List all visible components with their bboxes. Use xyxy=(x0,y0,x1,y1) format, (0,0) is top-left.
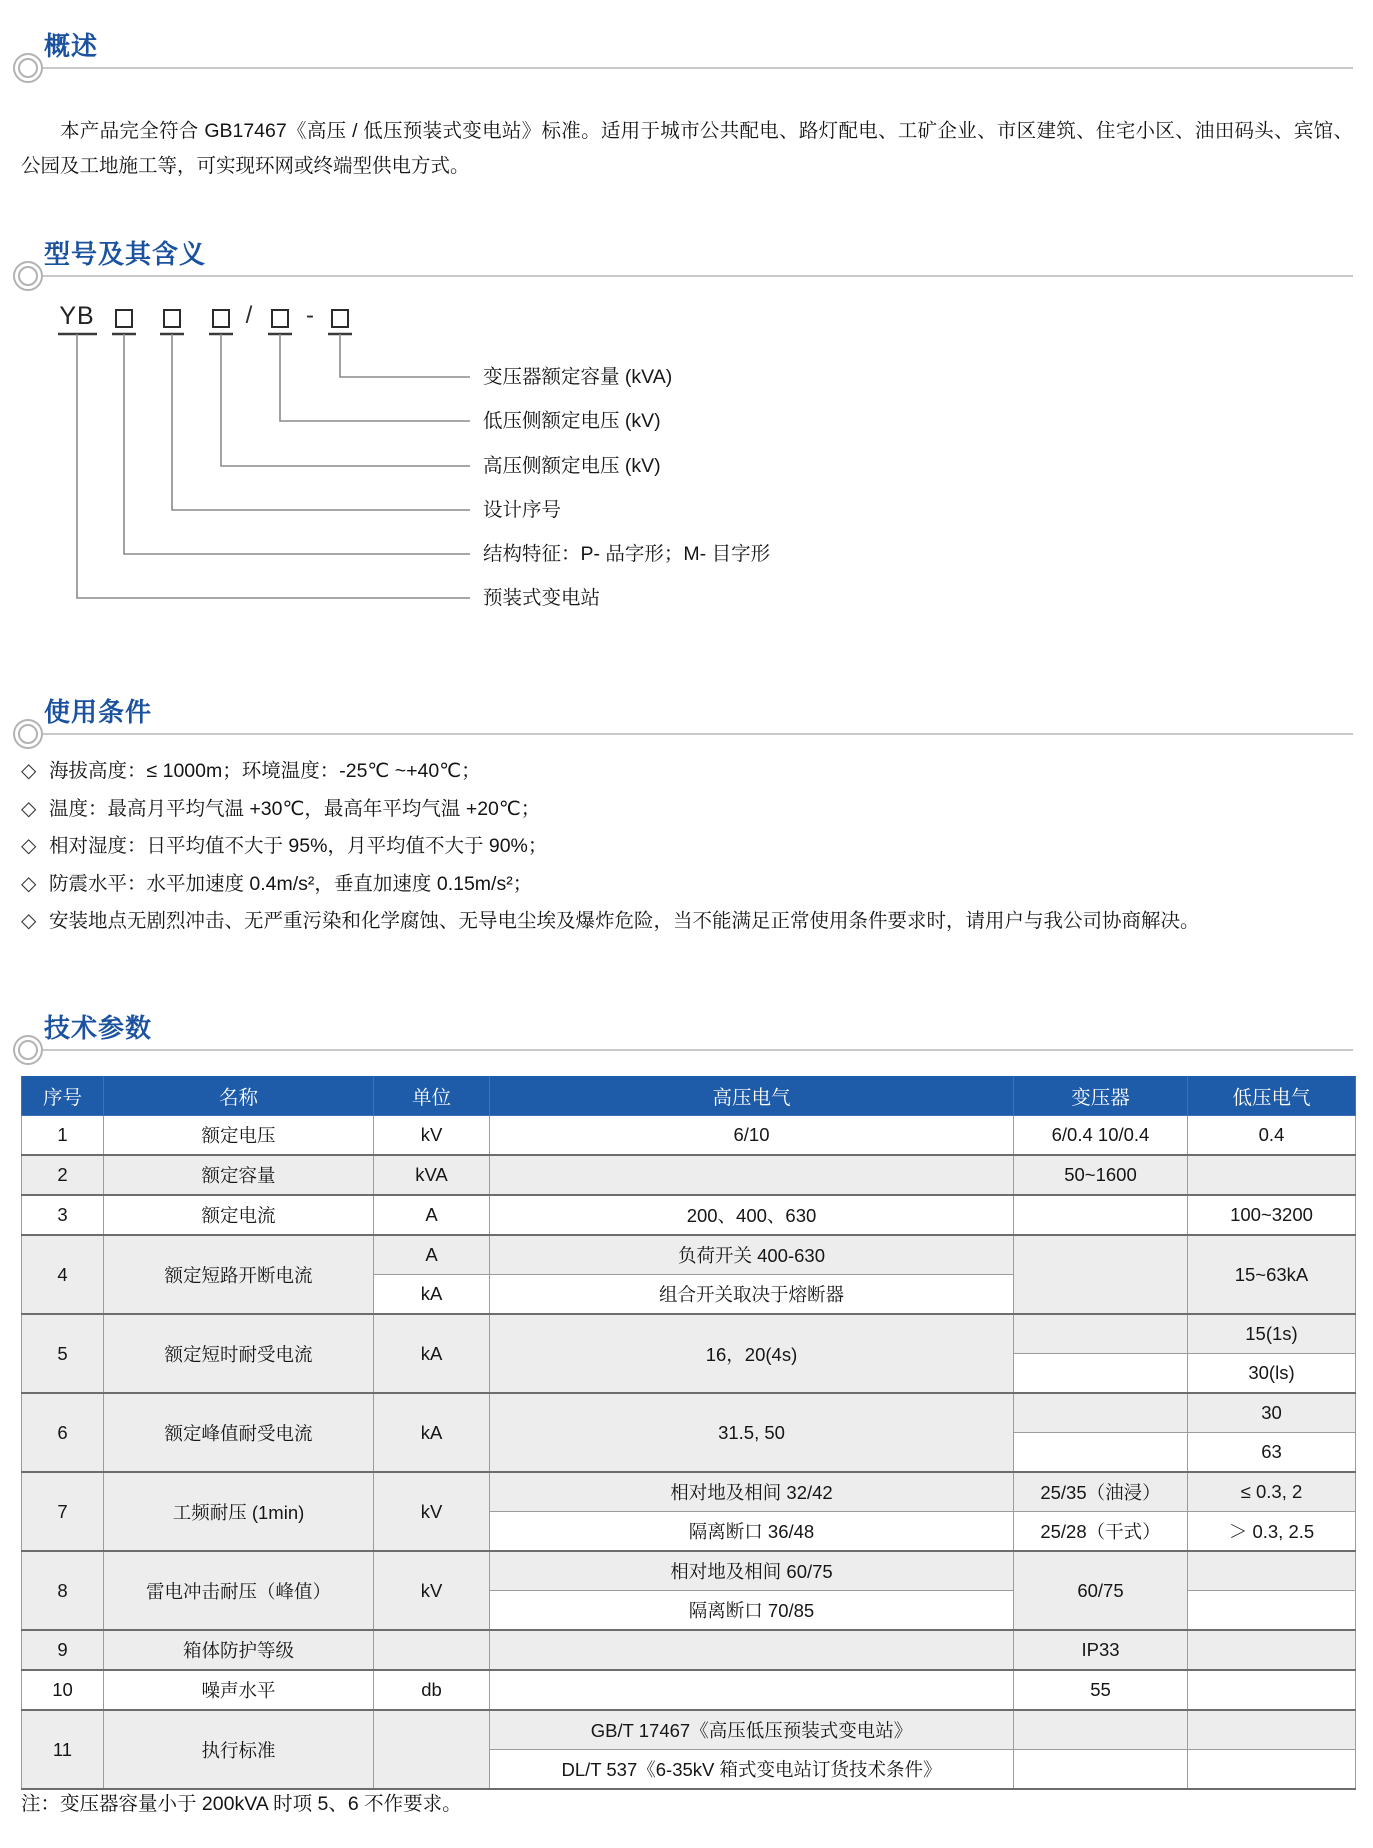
cell: DL/T 537《6-35kV 箱式变电站订货技术条件》 xyxy=(490,1750,1014,1790)
cell: 2 xyxy=(22,1155,104,1195)
condition-text: 安装地点无剧烈冲击、无严重污染和化学腐蚀、无导电尘埃及爆炸危险，当不能满足正常使用条件要求时，请用户与我公司协商解决。 xyxy=(49,910,1200,932)
section-title-overview: 概述 xyxy=(44,31,99,61)
diamond-bullet-icon: ◇ xyxy=(21,797,37,820)
cell: kVA xyxy=(374,1155,490,1195)
cell xyxy=(1014,1750,1188,1790)
cell: 11 xyxy=(22,1710,104,1789)
cell: db xyxy=(374,1670,490,1710)
table-header-row xyxy=(22,1076,1356,1116)
section-title-model: 型号及其含义 xyxy=(44,239,207,269)
section-overview-header xyxy=(0,26,1373,72)
cell: 额定短路开断电流 xyxy=(104,1235,374,1314)
cell: 额定容量 xyxy=(104,1155,374,1195)
condition-text: 海拔高度：≤ 1000m；环境温度：-25℃ ~+40℃； xyxy=(49,760,481,782)
cell: A xyxy=(374,1235,490,1275)
model-box xyxy=(331,309,349,328)
list-item xyxy=(21,871,1361,898)
model-label-design-no: 设计序号 xyxy=(483,499,562,521)
cell: 0.4 xyxy=(1188,1116,1356,1156)
model-designation-diagram xyxy=(0,300,1373,630)
cell: 执行标准 xyxy=(104,1710,374,1789)
service-conditions-list xyxy=(21,758,1361,946)
cell: 15~63kA xyxy=(1188,1235,1356,1314)
cell xyxy=(1014,1710,1188,1750)
section-conditions-header xyxy=(0,692,1373,738)
cell: 额定峰值耐受电流 xyxy=(104,1393,374,1472)
cell: 隔离断口 70/85 xyxy=(490,1591,1014,1631)
list-item xyxy=(21,908,1361,935)
table-row xyxy=(22,1314,1356,1354)
condition-text: 相对湿度：日平均值不大于 95%，月平均值不大于 90%； xyxy=(49,835,548,857)
table-row xyxy=(22,1116,1356,1156)
cell: 15(1s) xyxy=(1188,1314,1356,1354)
cell: 额定短时耐受电流 xyxy=(104,1314,374,1393)
model-box xyxy=(115,309,133,328)
cell xyxy=(374,1710,490,1789)
section-divider xyxy=(28,1049,1353,1051)
cell: kA xyxy=(374,1275,490,1315)
section-ring-icon xyxy=(13,261,43,291)
cell: 负荷开关 400-630 xyxy=(490,1235,1014,1275)
model-box xyxy=(163,309,181,328)
diamond-bullet-icon: ◇ xyxy=(21,835,37,857)
cell xyxy=(1014,1393,1188,1433)
cell: 组合开关取决于熔断器 xyxy=(490,1275,1014,1315)
cell: 6 xyxy=(22,1393,104,1472)
cell: 31.5, 50 xyxy=(490,1393,1014,1472)
section-ring-inner-icon xyxy=(18,1040,38,1060)
cell xyxy=(1014,1354,1188,1394)
model-label-station: 预装式变电站 xyxy=(483,587,601,609)
cell: kV xyxy=(374,1472,490,1551)
cell: 3 xyxy=(22,1195,104,1235)
cell xyxy=(1188,1155,1356,1195)
table-row xyxy=(22,1670,1356,1710)
cell: 相对地及相间 60/75 xyxy=(490,1551,1014,1591)
cell: 6/0.4 10/0.4 xyxy=(1014,1116,1188,1156)
cell: kA xyxy=(374,1314,490,1393)
model-slash: / xyxy=(245,302,253,329)
table-row xyxy=(22,1710,1356,1750)
model-label-hv-voltage: 高压侧额定电压 (kV) xyxy=(483,455,661,477)
cell: 额定电压 xyxy=(104,1116,374,1156)
cell: 30 xyxy=(1188,1393,1356,1433)
cell: 7 xyxy=(22,1472,104,1551)
cell: 50~1600 xyxy=(1014,1155,1188,1195)
table-row xyxy=(22,1630,1356,1670)
cell xyxy=(1014,1195,1188,1235)
section-divider xyxy=(28,733,1353,735)
cell: 200、400、630 xyxy=(490,1195,1014,1235)
cell: 额定电流 xyxy=(104,1195,374,1235)
cell: 4 xyxy=(22,1235,104,1314)
list-item xyxy=(21,796,1361,823)
model-prefix: YB xyxy=(59,302,95,330)
model-label-structure: 结构特征：P- 品字形；M- 目字形 xyxy=(483,543,771,565)
cell: 100~3200 xyxy=(1188,1195,1356,1235)
col-header-unit: 单位 xyxy=(374,1076,490,1116)
section-ring-icon xyxy=(13,719,43,749)
cell xyxy=(1188,1591,1356,1631)
cell: ＞ 0.3, 2.5 xyxy=(1188,1512,1356,1552)
cell xyxy=(1188,1750,1356,1790)
condition-text: 防震水平：水平加速度 0.4m/s²，垂直加速度 0.15m/s²； xyxy=(49,872,533,895)
list-item xyxy=(21,758,1361,785)
diamond-bullet-icon: ◇ xyxy=(21,872,37,895)
diamond-bullet-icon: ◇ xyxy=(21,910,37,932)
cell: kV xyxy=(374,1551,490,1630)
cell: GB/T 17467《高压低压预装式变电站》 xyxy=(490,1710,1014,1750)
col-header-hv: 高压电气 xyxy=(490,1076,1014,1116)
cell: 雷电冲击耐压（峰值） xyxy=(104,1551,374,1630)
col-header-name: 名称 xyxy=(104,1076,374,1116)
section-ring-inner-icon xyxy=(18,58,38,78)
section-ring-icon xyxy=(13,1035,43,1065)
cell: 25/35（油浸） xyxy=(1014,1472,1188,1512)
cell xyxy=(1188,1710,1356,1750)
cell: 9 xyxy=(22,1630,104,1670)
cell: 噪声水平 xyxy=(104,1670,374,1710)
cell xyxy=(1188,1551,1356,1591)
technical-parameters-table-wrap xyxy=(21,1076,1355,1790)
cell: 工频耐压 (1min) xyxy=(104,1472,374,1551)
cell: 箱体防护等级 xyxy=(104,1630,374,1670)
table-row xyxy=(22,1472,1356,1512)
section-ring-inner-icon xyxy=(18,266,38,286)
cell xyxy=(1188,1630,1356,1670)
cell xyxy=(1014,1235,1188,1314)
model-box xyxy=(212,309,230,328)
section-ring-icon xyxy=(13,53,43,83)
cell: 25/28（干式） xyxy=(1014,1512,1188,1552)
table-footnote: 注：变压器容量小于 200kVA 时项 5、6 不作要求。 xyxy=(21,1793,462,1815)
table-row xyxy=(22,1195,1356,1235)
cell: 5 xyxy=(22,1314,104,1393)
cell xyxy=(490,1630,1014,1670)
cell xyxy=(374,1630,490,1670)
cell: 16，20(4s) xyxy=(490,1314,1014,1393)
section-parameters-header xyxy=(0,1008,1373,1054)
list-item xyxy=(21,833,1361,860)
table-row xyxy=(22,1551,1356,1591)
cell: 1 xyxy=(22,1116,104,1156)
cell xyxy=(1014,1314,1188,1354)
table-row xyxy=(22,1155,1356,1195)
model-box xyxy=(271,309,289,328)
cell: 55 xyxy=(1014,1670,1188,1710)
table-row xyxy=(22,1393,1356,1433)
section-title-conditions: 使用条件 xyxy=(44,697,153,727)
cell xyxy=(1014,1433,1188,1473)
model-dash: - xyxy=(306,302,314,329)
col-header-no: 序号 xyxy=(22,1076,104,1116)
cell: 隔离断口 36/48 xyxy=(490,1512,1014,1552)
cell: 10 xyxy=(22,1670,104,1710)
cell xyxy=(490,1670,1014,1710)
cell xyxy=(1188,1670,1356,1710)
condition-text: 温度：最高月平均气温 +30℃，最高年平均气温 +20℃； xyxy=(49,797,541,820)
cell: 60/75 xyxy=(1014,1551,1188,1630)
cell xyxy=(490,1155,1014,1195)
model-label-lv-voltage: 低压侧额定电压 (kV) xyxy=(483,410,661,432)
section-title-parameters: 技术参数 xyxy=(44,1013,153,1043)
cell: 30(ls) xyxy=(1188,1354,1356,1394)
cell: kV xyxy=(374,1116,490,1156)
model-connector-lines xyxy=(0,300,1373,630)
section-divider xyxy=(28,275,1353,277)
cell: kA xyxy=(374,1393,490,1472)
cell: ≤ 0.3, 2 xyxy=(1188,1472,1356,1512)
diamond-bullet-icon: ◇ xyxy=(21,760,37,782)
cell: IP33 xyxy=(1014,1630,1188,1670)
cell: A xyxy=(374,1195,490,1235)
overview-paragraph: 本产品完全符合 GB17467《高压 / 低压预装式变电站》标准。适用于城市公共配电、路灯配电、工矿企业、市区建筑、住宅小区、油田码头、宾馆、公园及工地施工等，可实现环网或终端型供电方式。 xyxy=(21,119,1353,177)
technical-parameters-table xyxy=(21,1076,1356,1790)
cell: 8 xyxy=(22,1551,104,1630)
col-header-tf: 变压器 xyxy=(1014,1076,1188,1116)
cell: 6/10 xyxy=(490,1116,1014,1156)
model-label-capacity: 变压器额定容量 (kVA) xyxy=(483,366,673,388)
cell: 相对地及相间 32/42 xyxy=(490,1472,1014,1512)
col-header-lv: 低压电气 xyxy=(1188,1076,1356,1116)
section-divider xyxy=(28,67,1353,69)
section-ring-inner-icon xyxy=(18,724,38,744)
table-row xyxy=(22,1235,1356,1275)
section-model-header xyxy=(0,234,1373,280)
cell: 63 xyxy=(1188,1433,1356,1473)
